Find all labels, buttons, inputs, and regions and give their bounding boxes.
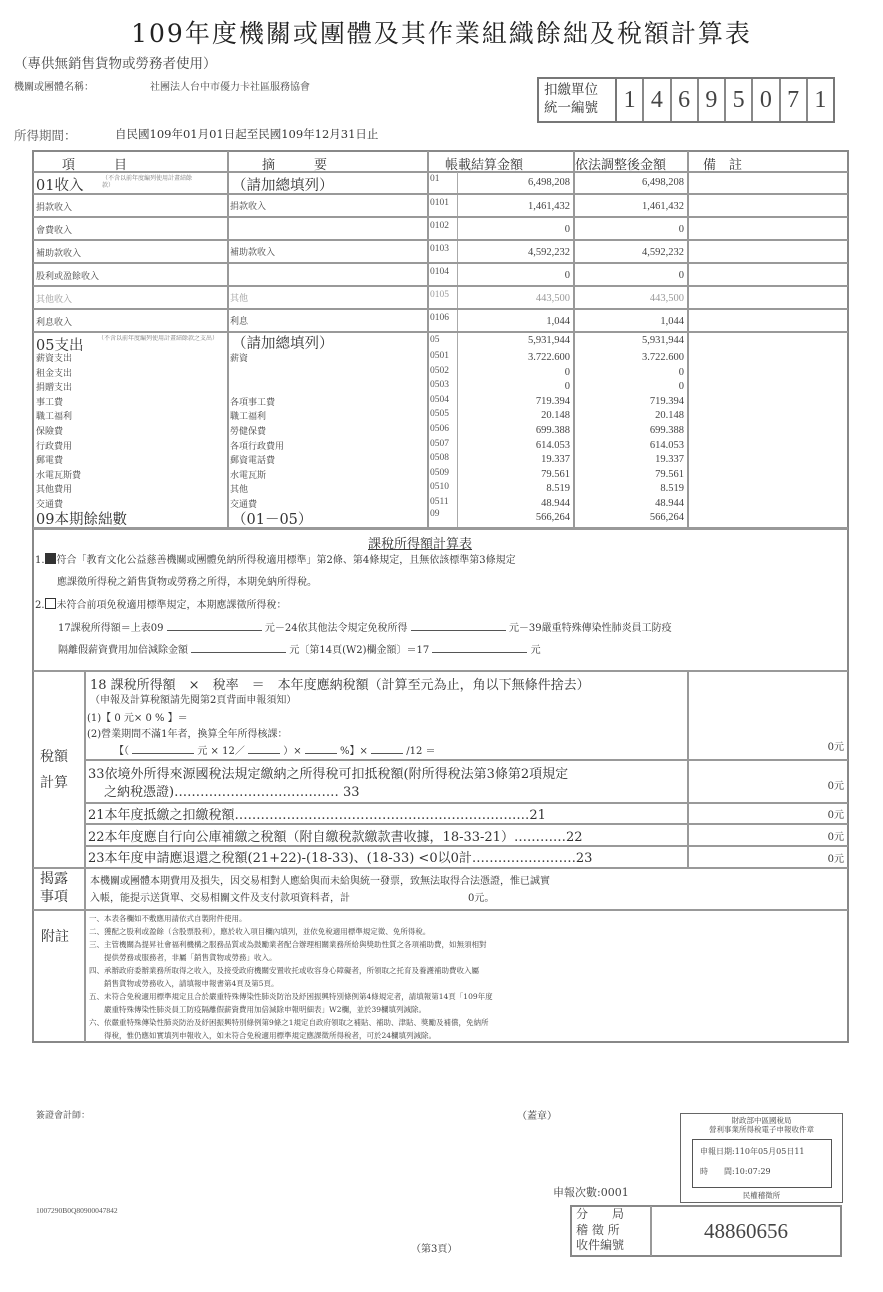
row-33-line-1: 33依境外所得來源國稅法規定繳納之所得稅可扣抵稅額(附所得稅法第3條第2項規定 xyxy=(88,767,569,782)
line-17-blank-4[interactable] xyxy=(432,642,527,653)
tax-id-box xyxy=(537,77,835,123)
income-item: 利息收入 xyxy=(36,318,73,328)
surplus-summary: （01－05） xyxy=(232,512,313,528)
expense-code: 0504 xyxy=(430,394,449,405)
tax-id-digit: 5 xyxy=(726,79,753,121)
formula-blank-rate[interactable] xyxy=(305,743,337,754)
receipt-label xyxy=(576,1207,624,1254)
line-17-blank-3[interactable] xyxy=(191,642,286,653)
row-23-label: 23本年度申請應退還之稅額(21+22)-(18-33)、(18-33) <0以0計‥‥‥‥‥‥‥‥‥‥‥‥23 xyxy=(88,851,593,866)
surplus-code: 09 xyxy=(430,509,440,519)
disclosure-amount: 0元。 xyxy=(468,893,495,904)
expense-code: 0511 xyxy=(430,497,449,507)
row-22-value: 0元 xyxy=(827,832,844,843)
item-2-number: 2. xyxy=(35,600,45,611)
expense-item: 其他費用 xyxy=(36,485,73,496)
expense-item: 水電瓦斯費 xyxy=(36,470,82,481)
divider xyxy=(33,909,848,911)
income-code: 0105 xyxy=(430,290,449,300)
expense-adjusted-amount: 20.148 xyxy=(655,410,684,422)
expense-code: 0507 xyxy=(430,438,449,449)
row-33-line-2: 之納稅憑證)‥‥‥‥‥‥‥‥‥‥‥‥‥‥‥‥‥‥‥ 33 xyxy=(104,785,360,800)
expense-summary: 薪資 xyxy=(230,354,249,364)
income-code: 0104 xyxy=(430,267,449,277)
formula-blank-income[interactable] xyxy=(132,743,194,754)
formula-times: ）× xyxy=(283,746,302,757)
expense-book-amount: 0 xyxy=(564,381,570,393)
income-code: 0106 xyxy=(430,313,449,323)
expense-item: 捐贈支出 xyxy=(36,383,73,394)
stamp-office: 民權稽徵所 xyxy=(742,1191,781,1200)
divider xyxy=(84,671,86,1042)
row-22-label: 22本年度應自行向公庫補繳之稅額（附自繳稅款繳款書收據，18-33-21）‥‥‥‥‥‥22 xyxy=(88,830,583,845)
item-1-text: 符合「教育文化公益慈善機關或團體免納所得稅適用標準」第2條、第4條規定，且無依該標準第3條規定 xyxy=(56,555,516,566)
expense-code: 0506 xyxy=(430,424,449,434)
row-18-line-1: 18 課稅所得額 × 稅率 ＝ 本年度應納稅額（計算至元為止，角以下無條件捨去） xyxy=(90,678,590,693)
expense-book-amount: 0 xyxy=(564,366,570,378)
divider xyxy=(33,670,848,672)
barcode-number: 1007290B0Q80900047842 xyxy=(36,1206,118,1215)
expense-adjusted-amount: 8.519 xyxy=(660,483,684,495)
filing-count: 申報次數:0001 xyxy=(553,1186,629,1199)
income-code: 0103 xyxy=(430,244,449,254)
divider xyxy=(457,172,458,528)
income-adjusted-amount: 1,461,432 xyxy=(642,201,684,212)
expense-summary: 勞健保費 xyxy=(230,427,267,437)
row-21-value: 0元 xyxy=(827,810,844,821)
page-number: （第3頁） xyxy=(411,1244,458,1255)
divider xyxy=(33,262,848,264)
divider xyxy=(85,823,848,825)
note-line: 得稅，惟仍應如實填列申報收入，如未符合免稅適用標準規定應課徵所得稅者，可於24欄填列減除。 xyxy=(89,1031,437,1040)
row-18-line-5 xyxy=(114,742,436,757)
income-item: 股利或盈餘收入 xyxy=(36,272,100,282)
note-line: 六、依嚴重特殊傳染性肺炎防治及紓困振興特別條例第9條之1規定自政府領取之補貼、補助、津貼、獎勵及補償，免納所 xyxy=(89,1018,489,1027)
expense-adjusted-amount: 19.337 xyxy=(655,454,684,466)
note-line: 二、獲配之股利或盈餘（含股票股利），應於收入項目欄內填列，並依免稅適用標準規定徵、免所得稅。 xyxy=(89,927,431,936)
income-summary: 其他 xyxy=(230,294,249,304)
taxable-line-17 xyxy=(58,619,672,634)
row-23-value: 0元 xyxy=(827,854,844,865)
item-2-text: 未符合前項免稅適用標準規定，本期應課徵所得稅： xyxy=(56,600,287,611)
expense-summary: 其他 xyxy=(230,485,249,496)
tax-id-label-line2: 統一編號 xyxy=(544,100,598,116)
formula-open: 【（ xyxy=(114,746,129,757)
expense-book-amount: 48.944 xyxy=(541,498,570,509)
expense-summary: 交通費 xyxy=(230,500,258,510)
tax-id-digit: 0 xyxy=(753,79,780,121)
line-17-cont-label: 隔離假薪資費用加倍減除金額 xyxy=(58,645,188,656)
line-17-blank-1[interactable] xyxy=(167,620,262,631)
expense-summary: 水電瓦斯 xyxy=(230,470,267,481)
divider xyxy=(427,151,429,528)
seal-label: （蓋章） xyxy=(517,1111,557,1122)
formula-blank-period[interactable] xyxy=(248,743,280,754)
income-book-amount: 4,592,232 xyxy=(528,247,570,258)
expense-summary: 職工福利 xyxy=(230,412,267,423)
tax-id-digit: 4 xyxy=(644,79,671,121)
divider xyxy=(687,671,689,868)
receipt-label-line2: 稽 徵 所 xyxy=(576,1222,620,1237)
expense-book-amount: 79.561 xyxy=(541,468,570,480)
divider xyxy=(33,193,848,195)
formula-months: 元 × 12／ xyxy=(197,746,245,757)
line-17-cont-mid: 元〔第14頁(W2)欄金額〕＝17 xyxy=(289,645,430,656)
divider xyxy=(573,151,575,528)
item-1-number: 1. xyxy=(35,555,45,566)
income-summary: 捐款收入 xyxy=(230,202,267,212)
column-header-adjusted-amount: 依法調整後金額 xyxy=(575,158,667,173)
divider xyxy=(33,285,848,287)
stamp-title: 營利事業所得稅電子申報收件章 xyxy=(709,1125,814,1134)
disclosure-line-1: 本機關或團體本期費用及損失，因交易相對人應給與而未給與統一發票，致無法取得合法憑證，惟已誠實 xyxy=(90,876,550,887)
income-item: 捐款收入 xyxy=(36,203,73,213)
disclosure-label-2: 事項 xyxy=(40,889,68,905)
note-line: 五、未符合免稅適用標準規定且合於嚴重特殊傳染性肺炎防治及紓困振興特別條例第4條規定者，請填報第14頁「109年度 xyxy=(89,992,493,1001)
expense-item: 交通費 xyxy=(36,500,64,510)
tax-calc-label-1: 稅額 xyxy=(40,749,68,765)
expense-adjusted-amount: 614.053 xyxy=(649,439,684,451)
expense-total-code: 05 xyxy=(430,335,440,345)
expense-book-amount: 20.148 xyxy=(541,410,570,422)
income-code: 0101 xyxy=(430,198,449,208)
income-item: 補助款收入 xyxy=(36,249,82,259)
expense-code: 0508 xyxy=(430,453,449,464)
income-adjusted-amount: 0 xyxy=(678,224,684,235)
expense-code: 0510 xyxy=(430,482,449,493)
divider xyxy=(687,151,689,528)
formula-percent: %】× xyxy=(339,746,368,757)
income-item: 其他收入 xyxy=(36,295,73,305)
expense-summary: 各項行政費用 xyxy=(230,441,285,452)
line-17-end: 元－39嚴重特殊傳染性肺炎員工防疫 xyxy=(508,623,672,634)
income-adjusted-amount: 0 xyxy=(678,270,684,281)
tax-id-digit: 9 xyxy=(699,79,726,121)
expense-total-summary: （請加總填列） xyxy=(232,336,334,352)
expense-total-label: 05支出 xyxy=(36,338,84,354)
expense-book-amount: 8.519 xyxy=(546,483,570,495)
tax-id-label xyxy=(539,79,617,121)
expense-adjusted-amount: 719.394 xyxy=(649,395,684,407)
expense-book-amount: 719.394 xyxy=(535,395,570,407)
note-line: 一、本表各欄如不敷應用請依式自製附件使用。 xyxy=(89,914,247,923)
income-total-note: （不含以前年度編列使用計畫結餘款） xyxy=(102,175,193,189)
income-total-label: 01收入 xyxy=(36,178,84,194)
tax-id-digit: 7 xyxy=(781,79,808,121)
surplus-book: 566,264 xyxy=(535,512,570,523)
note-line: 嚴重特殊傳染性肺炎員工防疫隔離假薪資費用加倍減除申報明細表」W2欄，並於39欄填列減除。 xyxy=(89,1005,427,1014)
item-2-checkbox[interactable] xyxy=(45,598,56,609)
taxable-section-title: 課稅所得額計算表 xyxy=(368,537,473,552)
surplus-label: 09本期餘絀數 xyxy=(36,512,127,528)
form-title: 109年度機關或團體及其作業組織餘絀及稅額計算表 xyxy=(131,19,752,48)
income-period-value: 自民國109年01月01日起至民國109年12月31日止 xyxy=(115,127,379,141)
expense-code: 0502 xyxy=(430,365,449,376)
taxable-item-2 xyxy=(35,596,287,611)
receipt-number: 48860656 xyxy=(704,1219,788,1243)
expense-total-adjusted: 5,931,944 xyxy=(642,335,684,346)
receipt-label-line1: 分 局 xyxy=(576,1207,625,1221)
income-adjusted-amount: 4,592,232 xyxy=(642,247,684,258)
expense-item: 租金支出 xyxy=(36,368,73,379)
income-adjusted-amount: 1,044 xyxy=(660,316,684,327)
row-18-line-3: (1)【 0 元× 0 % 】＝ xyxy=(87,713,188,724)
note-line: 三、主管機關為提昇社會福利機構之服務品質或為鼓勵業者配合辦理相關業務所給與獎助性質之各項補助費，如無須相對 xyxy=(89,940,487,949)
income-book-amount: 1,461,432 xyxy=(528,201,570,212)
org-name-label: 機關或團體名稱： xyxy=(14,82,94,93)
line-17-label: 17課稅所得額＝上表09 xyxy=(58,623,164,634)
expense-code: 0503 xyxy=(430,380,449,391)
expense-adjusted-amount: 699.388 xyxy=(649,425,684,436)
line-17-cont-unit: 元 xyxy=(530,645,541,656)
column-header-item: 項 目 xyxy=(62,158,128,173)
expense-code: 0501 xyxy=(430,351,449,361)
tax-calc-label-2: 計算 xyxy=(40,775,68,791)
income-summary: 補助款收入 xyxy=(230,248,276,258)
divider xyxy=(33,527,848,530)
disclosure-line-2: 入帳，能提示送貨單、交易相關文件及支付款項資料者，計 xyxy=(90,893,350,904)
expense-summary: 郵資電話費 xyxy=(230,456,276,467)
row-18-line-2: （申報及計算稅額請先閱第2頁背面申報須知） xyxy=(90,695,297,706)
divider xyxy=(33,331,848,333)
income-period-label: 所得期間： xyxy=(14,128,77,143)
expense-item: 郵電費 xyxy=(36,456,64,467)
note-line: 提供勞務或服務者，非屬「銷售貨物或勞務」收入。 xyxy=(89,953,277,962)
income-book-amount: 0 xyxy=(564,224,570,235)
accountant-label: 簽證會計師： xyxy=(36,1111,91,1121)
expense-code: 0509 xyxy=(430,467,449,478)
divider xyxy=(33,308,848,310)
tax-id-label-line1: 扣繳單位 xyxy=(544,82,598,98)
expense-book-amount: 19.337 xyxy=(541,454,570,466)
row-18-value: 0元 xyxy=(827,742,844,753)
expense-adjusted-amount: 48.944 xyxy=(655,498,684,509)
divider xyxy=(33,216,848,218)
formula-divide: /12 ＝ xyxy=(406,746,436,757)
income-item: 會費收入 xyxy=(36,226,73,236)
expense-book-amount: 614.053 xyxy=(535,439,570,451)
income-book-amount: 1,044 xyxy=(546,316,570,327)
expense-item: 事工費 xyxy=(36,397,64,408)
income-total-adjusted: 6,498,208 xyxy=(642,177,684,188)
stamp-agency: 財政部中區國稅局 xyxy=(731,1116,792,1125)
expense-item: 職工福利 xyxy=(36,412,73,423)
row-18-line-4: (2)營業期間不滿1年者，換算全年所得核課： xyxy=(87,729,288,740)
note-line: 四、承辦政府委辦業務所取得之收入，及接受政府機關安置收托或收容身心障礙者，所領取之托育及養護補助費收入屬 xyxy=(89,966,479,975)
line-17-mid: 元－24依其他法令規定免稅所得 xyxy=(264,623,408,634)
note-line: 銷售貨物或勞務收入，請填報申報書第4頁及第5頁。 xyxy=(89,979,279,988)
divider xyxy=(85,759,848,761)
stamp-time: 時 間:10:07:29 xyxy=(700,1167,771,1176)
expense-code: 0505 xyxy=(430,409,449,420)
surplus-adjusted: 566,264 xyxy=(649,512,684,523)
formula-blank-period-2[interactable] xyxy=(371,743,403,754)
divider xyxy=(33,867,848,869)
line-17-blank-2[interactable] xyxy=(411,620,506,631)
expense-adjusted-amount: 3.722.600 xyxy=(642,352,684,363)
item-1-checkbox[interactable] xyxy=(45,553,56,564)
expense-item: 保險費 xyxy=(36,427,64,437)
org-name-value: 社團法人台中市優力卡社區服務協會 xyxy=(150,82,310,93)
expense-book-amount: 699.388 xyxy=(535,425,570,436)
tax-id-digit: 1 xyxy=(617,79,644,121)
income-total-summary: （請加總填列） xyxy=(232,178,334,194)
income-book-amount: 0 xyxy=(564,270,570,281)
row-33-value: 0元 xyxy=(827,781,844,792)
income-book-amount: 443,500 xyxy=(535,293,570,304)
tax-id-digit: 6 xyxy=(672,79,699,121)
column-header-remarks: 備 註 xyxy=(703,158,743,173)
expense-adjusted-amount: 79.561 xyxy=(655,468,684,480)
disclosure-label-1: 揭露 xyxy=(40,871,68,887)
row-21-label: 21本年度抵繳之扣繳稅額‥‥‥‥‥‥‥‥‥‥‥‥‥‥‥‥‥‥‥‥‥‥‥‥‥‥‥‥‥‥‥‥‥‥21 xyxy=(88,808,546,823)
income-code: 0102 xyxy=(430,221,449,231)
expense-total-book: 5,931,944 xyxy=(528,335,570,346)
notes-label: 附註 xyxy=(41,929,69,945)
expense-adjusted-amount: 0 xyxy=(678,366,684,378)
tax-id-digit: 1 xyxy=(814,87,827,113)
divider xyxy=(227,151,229,528)
income-total-code: 01 xyxy=(430,174,440,184)
expense-item: 行政費用 xyxy=(36,441,73,452)
column-header-summary: 摘 要 xyxy=(262,158,328,173)
column-header-book-amount: 帳載結算金額 xyxy=(445,158,524,173)
stamp-header xyxy=(680,1116,843,1134)
stamp-date: 申報日期:110年05月05日11 xyxy=(700,1147,805,1156)
expense-book-amount: 3.722.600 xyxy=(528,352,570,363)
expense-total-note: （不含以前年度編列使用計畫結餘款之支出） xyxy=(98,335,219,342)
expense-adjusted-amount: 0 xyxy=(678,381,684,393)
form-subtitle: （專供無銷售貨物或勞務者使用） xyxy=(14,56,217,72)
taxable-line-17-cont xyxy=(58,641,541,656)
divider xyxy=(33,239,848,241)
taxable-item-1-cont: 應課徵所得稅之銷售貨物或勞務之所得，本期免納所得稅。 xyxy=(57,577,317,588)
income-adjusted-amount: 443,500 xyxy=(649,293,684,304)
expense-item: 薪資支出 xyxy=(36,354,73,364)
expense-summary: 各項事工費 xyxy=(230,397,276,408)
income-total-book: 6,498,208 xyxy=(528,177,570,188)
income-summary: 利息 xyxy=(230,317,249,327)
taxable-item-1 xyxy=(35,551,516,566)
receipt-label-line3: 收件編號 xyxy=(576,1238,625,1252)
